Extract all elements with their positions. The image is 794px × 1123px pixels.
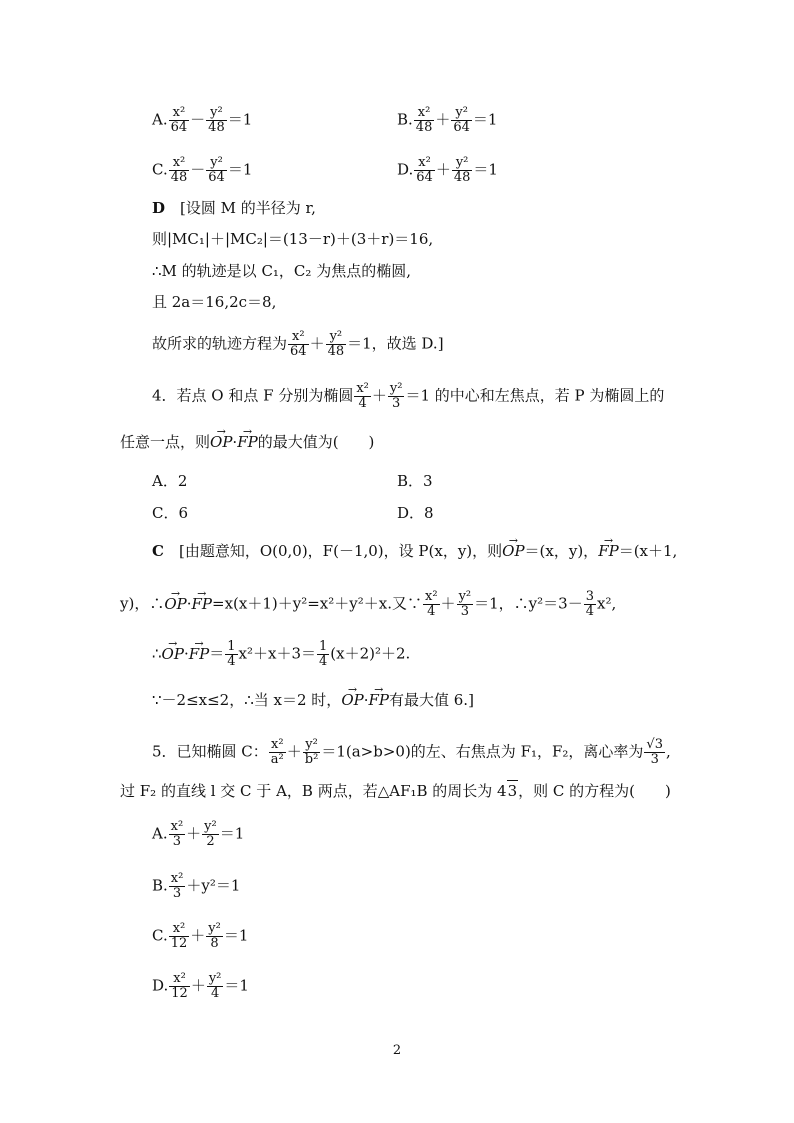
q3-solution-line4: 且 2a＝16,2c＝8, (152, 293, 277, 311)
q5-option-b: B. $\frac{\text{x²}}{3}$ ＋y²＝1 (152, 871, 241, 901)
q4-solution-line3: ∴→ OP·→ FP＝ $\frac{1}{4}$ x²＋x＋3＝ $\frac{1}{4}$ (x＋2)²＋2. (152, 640, 410, 669)
q4-option-d: D．8 (397, 504, 434, 522)
page-number: 2 (392, 1043, 402, 1058)
q5-stem-line1: 5．已知椭圆 C： $\frac{\text{x²}}{\text{a²}}$ ＋ $\frac{\text{y²}}{\text{b²}}$ ＝1(a>b>0)的左、右焦点为 F₁，F₂，离心率为 $\frac{√3}{3}$ , (152, 737, 671, 767)
q4-solution-line1: C [由题意知，O(0,0)，F(－1,0)，设 P(x，y)，则→ OP＝(x，y)，→ FP＝(x＋1, (152, 541, 677, 561)
q5-option-d: D. $\frac{\text{x²}}{12}$ ＋ $\frac{\text{y²}}{4}$ ＝1 (152, 971, 249, 1001)
q3-option-d: D. $\frac{\text{x²}}{64}$ ＋ $\frac{\text{y²}}{48}$ ＝1 (397, 155, 498, 185)
q4-option-c: C．6 (152, 504, 189, 522)
q3-solution-line2: 则|MC₁|＋|MC₂|＝(13－r)＋(3＋r)＝16, (152, 230, 434, 248)
q4-stem-line2: 任意一点，则→ OP·→ FP的最大值为( ) (120, 432, 374, 452)
q5-option-c: C. $\frac{\text{x²}}{12}$ ＋ $\frac{\text{y²}}{8}$ ＝1 (152, 921, 249, 951)
q4-solution-line4: ∵－2≤x≤2，∴当 x＝2 时，→ OP·→ FP有最大值 6.] (152, 690, 474, 710)
q4-option-b: B．3 (397, 472, 433, 490)
q3-solution-line5: 故所求的轨迹方程为 $\frac{\text{x²}}{64}$ ＋ $\frac{\text{y²}}{48}$ ＝1，故选 D.] (152, 329, 444, 359)
q3-solution-line3: ∴M 的轨迹是以 C₁，C₂ 为焦点的椭圆, (152, 262, 411, 280)
q3-option-c: C. $\frac{\text{x²}}{48}$ － $\frac{\text{y²}}{64}$ ＝1 (152, 155, 253, 185)
q4-solution-line2: y)，∴→ OP·→ FP=x(x＋1)＋y²=x²＋y²＋x.又∵ $\frac{\text{x²}}{4}$ ＋ $\frac{\text{y²}}{3}$ ＝1，∴y²＝3－ $\frac{3}{4}$ x², (120, 590, 616, 619)
q3-option-a: A. $\frac{\text{x²}}{64}$ － $\frac{\text{y²}}{48}$ ＝1 (152, 105, 253, 135)
q4-option-a: A．2 (152, 472, 188, 490)
q5-stem-line2: 过 F₂ 的直线 l 交 C 于 A，B 两点，若△AF₁B 的周长为 43，则 C 的方程为( ) (120, 782, 671, 800)
q4-stem-line1: 4．若点 O 和点 F 分别为椭圆 $\frac{\text{x²}}{4}$ ＋ $\frac{\text{y²}}{3}$ ＝1 的中心和左焦点，若 P 为椭圆上的 (152, 381, 665, 411)
q5-option-a: A. $\frac{\text{x²}}{3}$ ＋ $\frac{\text{y²}}{2}$ ＝1 (152, 819, 245, 849)
q3-solution-line1: D [设圆 M 的半径为 r, (152, 199, 316, 217)
q3-option-b: B. $\frac{\text{x²}}{48}$ ＋ $\frac{\text{y²}}{64}$ ＝1 (397, 105, 498, 135)
